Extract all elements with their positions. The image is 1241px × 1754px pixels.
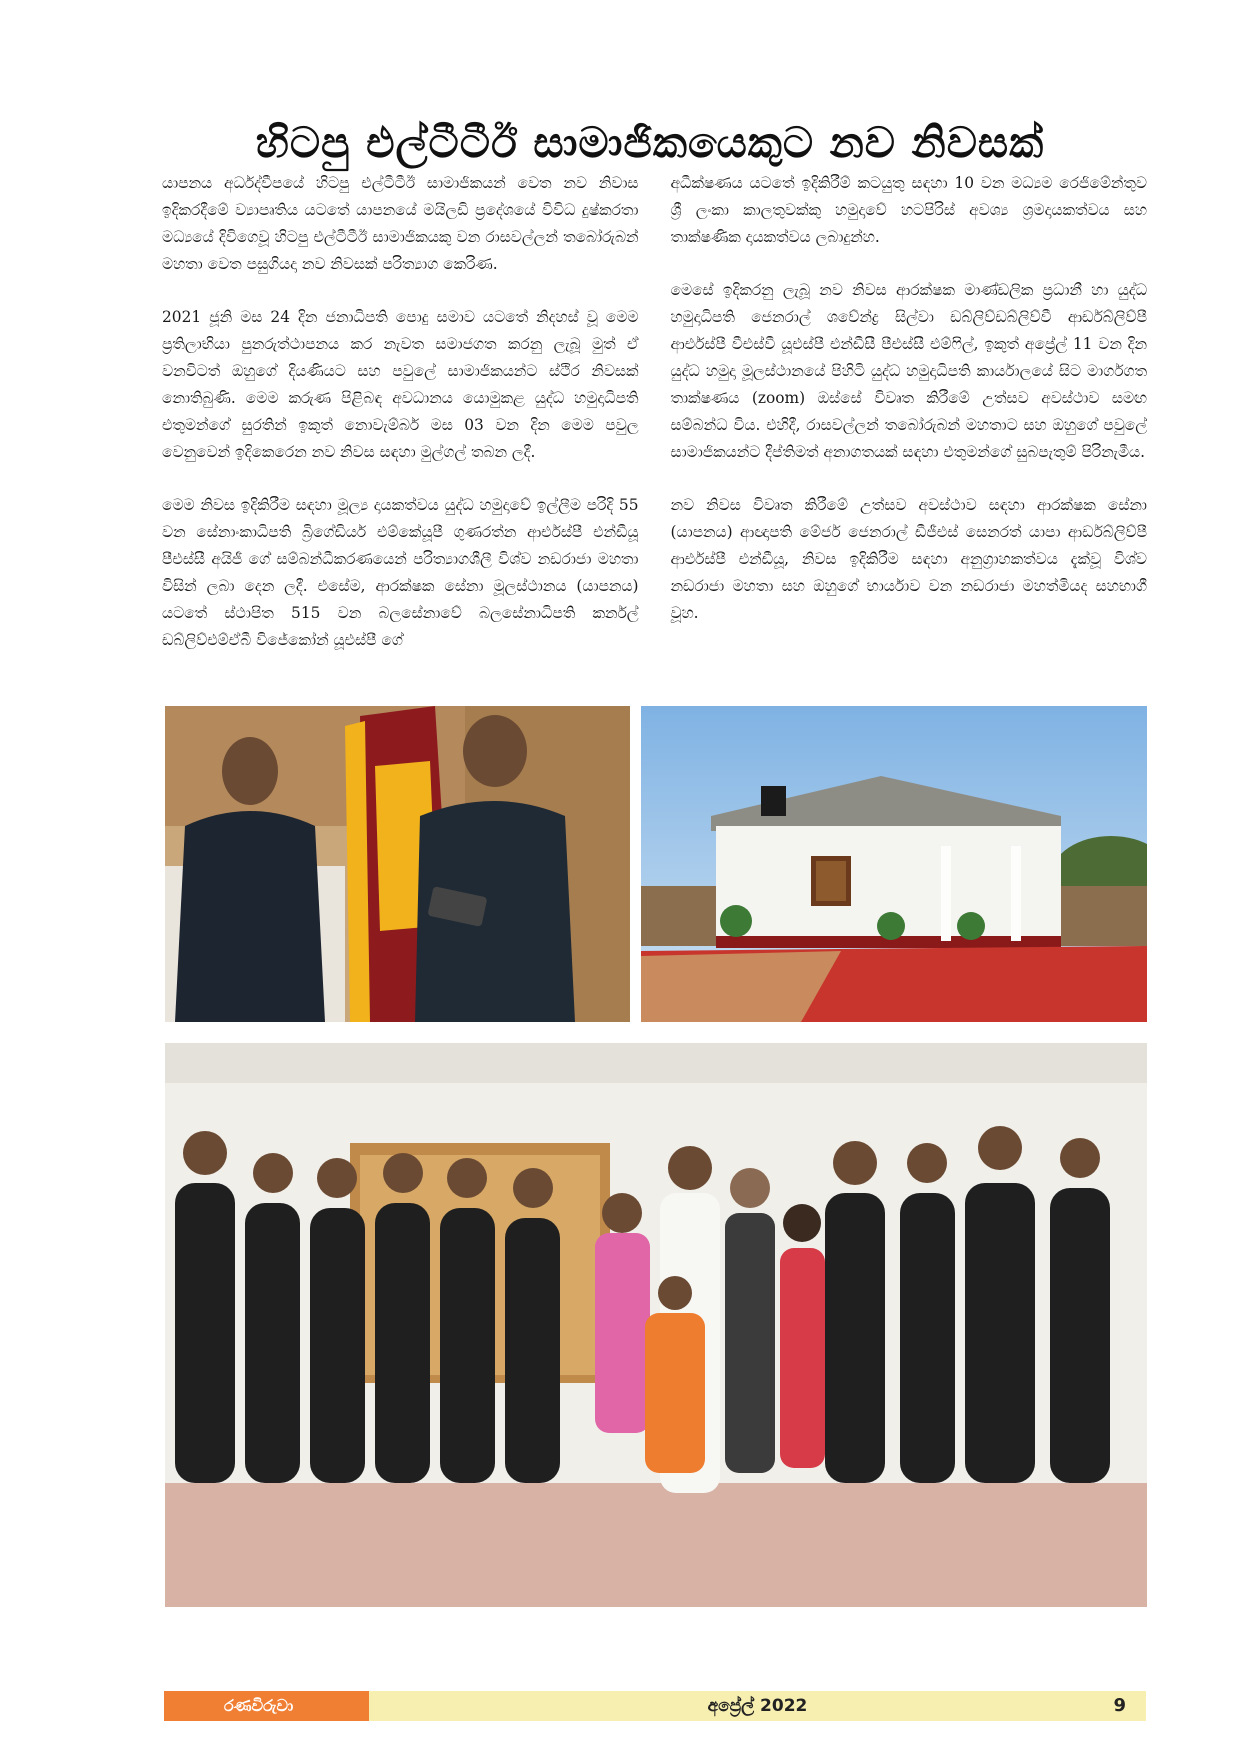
photo-officers-tablet <box>165 706 630 1022</box>
article-title: හිටපු එල්ටීටීඊ සාමාජිකයෙකුට නව නිවසක් <box>255 118 1045 167</box>
page-number: 9 <box>1113 1695 1126 1716</box>
page-footer <box>164 1691 1146 1721</box>
article-column-left <box>162 170 639 690</box>
footer-publication: රණවිරුවා <box>164 1691 369 1721</box>
article-body <box>162 170 1147 690</box>
paragraph: යාපනය අර්ධද්වීපයේ හිටපු එල්ටීටීඊ සාමාජිකයන් වෙත නව නිවාස ඉදිකරදීමේ ව්‍යාපෘතිය යටතේ යාපනයේ මයිලඩි ප්‍රදේශයේ විවිධ දුෂ්කරතා මධ්‍යයේ දිවිගෙවූ හිටපු එල්ටීටීඊ සාමාජිකයකු වන රාසවල්ලන් තබෝරුබන් මහතා වෙත පසුගියදා නව නිවසක් පරිත්‍යාග කෙරිණ. <box>162 174 639 273</box>
footer-date: අප්‍රේල් 2022 <box>707 1696 808 1716</box>
article-column-right <box>671 170 1148 690</box>
paragraph: නව නිවස විවෘත කිරීමේ උත්සව අවස්ථාව සඳහා ආරක්ෂක සේනා (යාපනය) ආඥාපති මේජර් ජෙනරාල් ඩීජීඑස් සෙනරත් යාපා ආර්ඩබ්ලිව්පී ආර්එස්පී එන්ඩීයූ, නිවස ඉදිකිරීම සඳහා අනුග්‍රාහකත්වය දැක්වූ විශ්ව නඩරාජා මහතා සහ ඔහුගේ භාර්යාව වන නඩරාජා මහත්මියද සහභාගී වූහ. <box>670 496 1148 622</box>
photo-group <box>165 1043 1147 1607</box>
paragraph: මෙම නිවස ඉදිකිරීම සඳහා මූල්‍ය දායකත්වය යුද්ධ හමුදාවේ ඉල්ලීම පරිදි 55 වන සේනාංකාධිපති බ්‍රිගේඩියර් එම්කේයූපී ගුණරත්න ආර්එස්පී එන්ඩීයූ පීඑස්සී අයිජී ගේ සම්බන්ධීකරණයෙන් පරිත්‍යාගශීලී විශ්ව නඩරාජා මහතා විසින් ලබා දෙන ලදී. එසේම, ආරක්ෂක සේනා මූලස්ථානය (යාපනය) යටතේ ස්ථාපිත 515 වන බලසේනාවේ බලසේනාධිපති කර්නල් ඩබ්ලිව්එම්ඒබී විජේකෝන් යූඑස්පී ගේ <box>162 496 639 649</box>
footer-band <box>369 1691 1146 1721</box>
paragraph: මෙසේ ඉදිකරනු ලැබූ නව නිවස ආරක්ෂක මාණ්ඩලික ප්‍රධානී හා යුද්ධ හමුදාධිපති ජෙනරාල් ශවේන්ද්‍ර සිල්වා ඩබ්ලිව්ඩබ්ලිව්වී ආර්ඩබ්ලිව්පී ආර්එස්පී වීඑස්වී යූඑස්පී එන්ඩීසී පීඑස්සී එම්ෆිල්, ඉකුත් අප්‍රේල් 11 වන දින යුද්ධ හමුදා මූලස්ථානයේ පිහිටි යුද්ධ හමුදාධිපති කාර්යාලයේ සිට මාර්ගගත තාක්ෂණය (zoom) ඔස්සේ විවෘත කිරීමේ උත්සව අවස්ථාව සමඟ සම්බන්ධ විය. එහිදී, රාසවල්ලන් තබෝරුබන් මහතාට සහ ඔහුගේ පවුලේ සාමාජිකයන්ට දීප්තිමත් අනාගතයක් සඳහා එතුමන්ගේ සුබපැතුම් පිරිනැමීය. <box>670 281 1147 461</box>
paragraph: අධීක්ෂණය යටතේ ඉදිකිරීම් කටයුතු සඳහා 10 වන මධ්‍යම රෙජිමේන්තුව ශ්‍රී ලංකා කාලතුවක්කු හමුදාවේ හටපිරිස් අවශ්‍ය ශ්‍රමදායකත්වය සහ තාක්ෂණික දායකත්වය ලබාදුන්හ. <box>670 174 1147 246</box>
photo-new-house <box>641 706 1147 1022</box>
paragraph: 2021 ජූනි මස 24 දින ජනාධිපති පොදු සමාව යටතේ නිදහස් වූ මෙම ප්‍රතිලාභියා පුනරුත්ථාපනය කර නැවත සමාජගත කරනු ලැබූ මුත් ඒ වනවිටත් ඔහුගේ දියණියට සහ පවුලේ සාමාජිකයන්ට ස්ථිර නිවසක් නොතිබුණි. මෙම කරුණ පිළිබඳ අවධානය යොමුකළ යුද්ධ හමුදාධිපති එතුමන්ගේ සුරතින් ඉකුත් නොවැම්බර් මස 03 වන දින මෙම පවුල වෙනුවෙන් ඉදිකෙරෙන නව නිවස සඳහා මුල්ගල් තබන ලදී. <box>162 308 639 461</box>
